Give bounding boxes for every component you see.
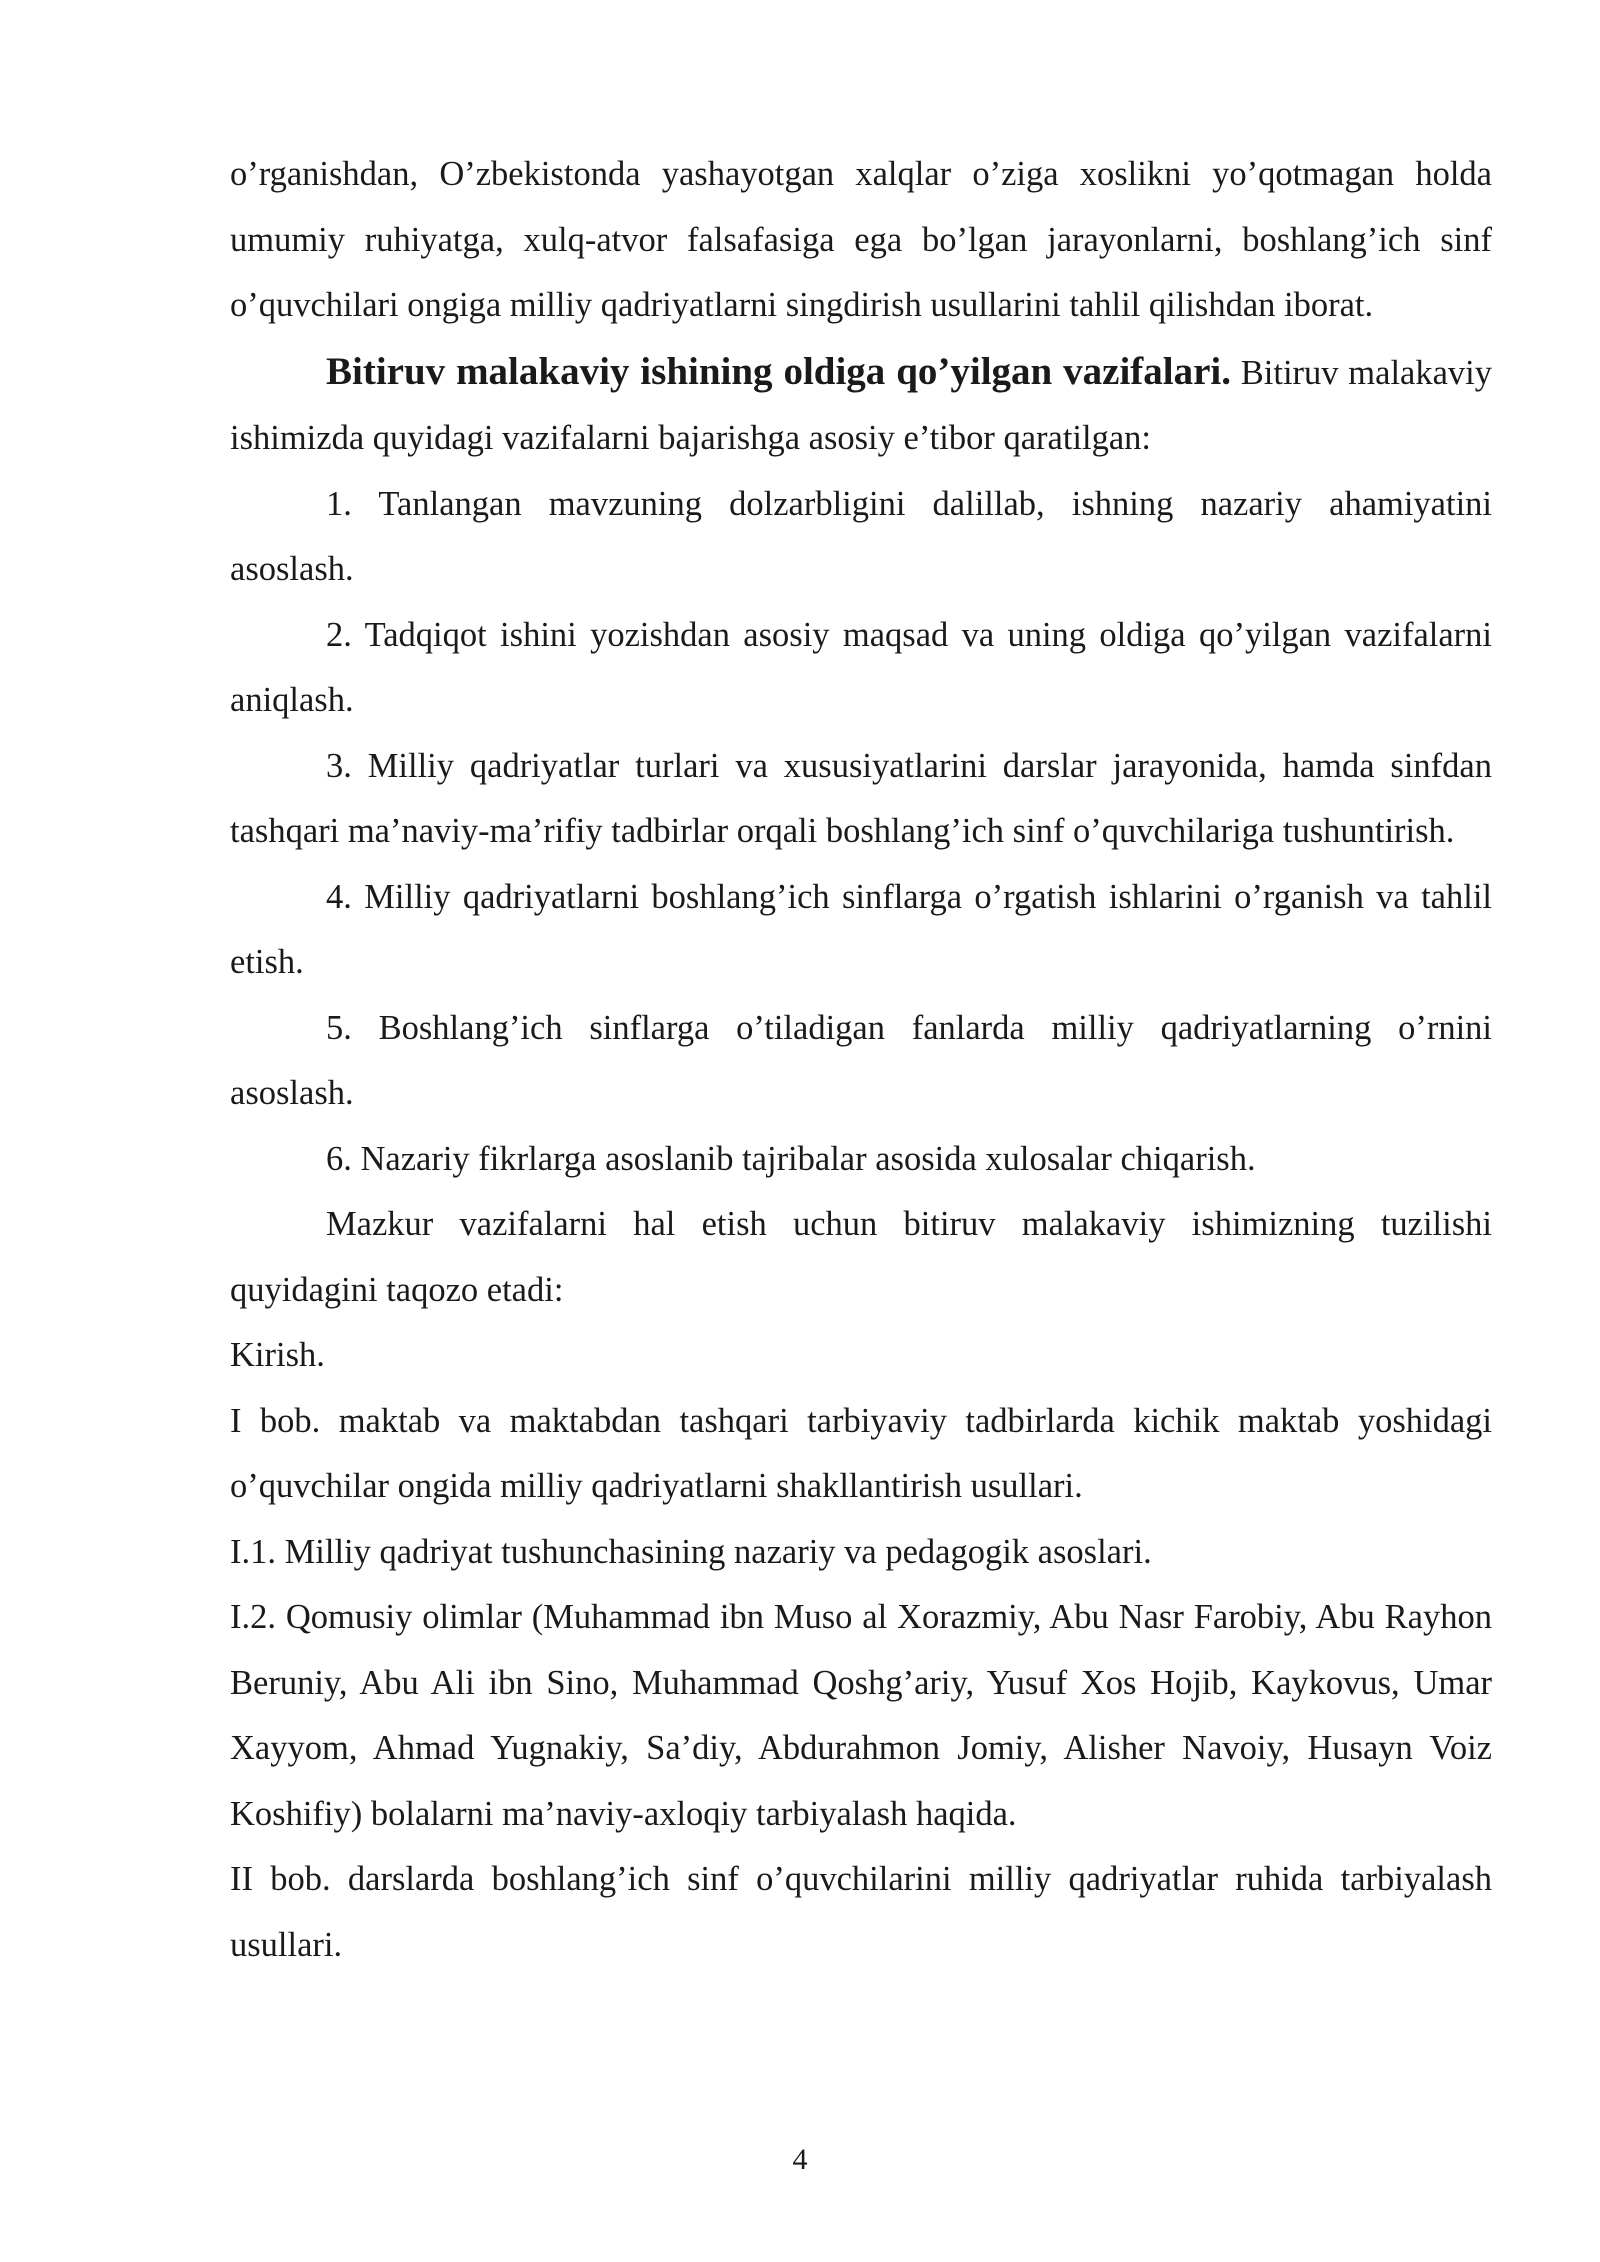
task-item-2: 2. Tadqiqot ishini yozishdan asosiy maqsad va uning oldiga qo’yilgan vazifalarni aniqlash. xyxy=(230,615,1492,719)
tasks-heading: Bitiruv malakaviy ishining oldiga qo’yilgan vazifalari. xyxy=(326,349,1231,393)
tasks-heading-text: Bitiruv malakaviy ishimizda quyidagi vazifalarni bajarishga asosiy e’tibor qaratilgan: xyxy=(230,353,1492,457)
task-item-6: 6. Nazariy fikrlarga asoslanib tajribalar asosida xulosalar chiqarish. xyxy=(326,1139,1256,1178)
task-item-3: 3. Milliy qadriyatlar turlari va xususiyatlarini darslar jarayonida, hamda sinfdan tashqari ma’naviy-ma’rifiy tadbirlar orqali boshlang’ich sinf o’quvchilariga tushuntirish. xyxy=(230,746,1492,850)
task-item-1: 1. Tanlangan mavzuning dolzarbligini dalillab, ishning nazariy ahamiyatini asoslash. xyxy=(230,484,1492,588)
structure-item-section-1-1: I.1. Milliy qadriyat tushunchasining nazariy va pedagogik asoslari. xyxy=(230,1532,1152,1571)
task-item-5: 5. Boshlang’ich sinflarga o’tiladigan fanlarda milliy qadriyatlarning o’rnini asoslash. xyxy=(230,1008,1492,1112)
document-page xyxy=(230,142,1492,1978)
structure-item-chapter-1: I bob. maktab va maktabdan tashqari tarbiyaviy tadbirlarda kichik maktab yoshidagi o’quvchilar ongida milliy qadriyatlarni shakllantirish usullari. xyxy=(230,1401,1492,1505)
page-number: 4 xyxy=(792,2143,808,2176)
task-item-4: 4. Milliy qadriyatlarni boshlang’ich sinflarga o’rgatish ishlarini o’rganish va tahlil etish. xyxy=(230,877,1492,981)
structure-item-section-1-2: I.2. Qomusiy olimlar (Muhammad ibn Muso al Xorazmiy, Abu Nasr Farobiy, Abu Rayhon Beruniy, Abu Ali ibn Sino, Muhammad Qoshg’ariy, Yusuf Xos Hojib, Kaykovus, Umar Xayyom, Ahmad Yugnakiy, Sa’diy, Abdurahmon Jomiy, Alisher Navoiy, Husayn Voiz Koshifiy) bolalarni ma’naviy-axloqiy tarbiyalash haqida. xyxy=(230,1598,1492,1833)
paragraph-structure-intro: Mazkur vazifalarni hal etish uchun bitiruv malakaviy ishimizning tuzilishi quyidagini taqozo etadi: xyxy=(230,1205,1492,1309)
structure-item-introduction: Kirish. xyxy=(230,1336,325,1374)
paragraph-intro-continuation: o’rganishdan, O’zbekistonda yashayotgan xalqlar o’ziga xoslikni yo’qotmagan holda umumiy ruhiyatga, xulq-atvor falsafasiga ega bo’lgan jarayonlarni, boshlang’ich sinf o’quvchilari ongiga milliy qadriyatlarni singdirish usullarini tahlil qilishdan iborat. xyxy=(230,155,1492,324)
structure-item-chapter-2: II bob. darslarda boshlang’ich sinf o’quvchilarini milliy qadriyatlar ruhida tarbiyalash usullari. xyxy=(230,1860,1492,1964)
paragraph-tasks-heading xyxy=(230,339,1492,472)
